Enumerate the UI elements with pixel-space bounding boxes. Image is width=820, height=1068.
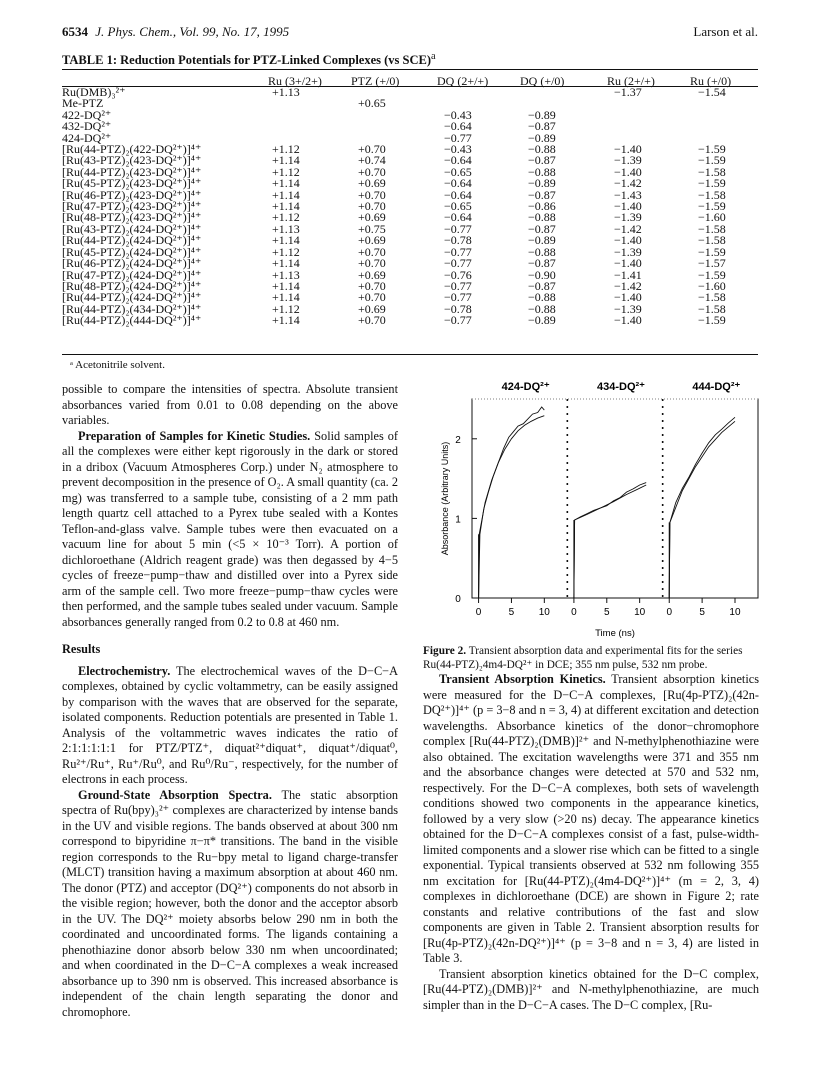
x-axis-label: Time (ns) [595,628,635,638]
paragraph-ground-state [62,788,398,1021]
potential-value: −1.40 [614,256,642,271]
potential-value: −0.87 [528,221,556,236]
potential-value [614,110,698,121]
potential-value: −1.59 [698,199,726,214]
right-column [423,672,759,1013]
potential-value: −1.57 [698,256,726,271]
potential-value: −0.65 [444,199,472,214]
table-row [62,121,758,132]
potential-value: −0.65 [444,164,472,179]
potential-value: −1.59 [698,313,726,328]
potential-value: −0.77 [444,221,472,236]
data-trace [479,407,545,598]
potential-value: −1.40 [614,199,642,214]
potential-value: +1.12 [272,210,300,225]
table-title [62,51,436,68]
data-trace [669,417,735,598]
potential-value: +0.70 [358,244,386,259]
y-axis-label: Absorbance (Arbitrary Units) [440,441,450,556]
potential-value: −0.77 [444,313,472,328]
panel-label: 444-DQ²⁺ [692,381,741,393]
potential-value: −1.58 [698,233,726,248]
compound-name: Me-PTZ [62,96,104,111]
potential-value [528,87,614,98]
potential-value: +0.70 [358,142,386,157]
potential-value [358,121,444,132]
potential-value: −1.58 [698,290,726,305]
potential-value: +1.12 [272,164,300,179]
potential-value: +1.13 [272,267,300,282]
y-tick-label: 0 [455,594,461,605]
table-bottom-rule [62,354,758,355]
y-tick-label: 2 [455,434,461,446]
transient-absorption-chart [420,376,765,638]
potential-value: −1.39 [614,301,642,316]
potential-value: −1.59 [698,267,726,282]
potential-value: +0.69 [358,210,386,225]
potential-value: +1.14 [272,290,300,305]
paragraph-transient-kinetics [423,672,759,967]
table-title-text: Reduction Potentials for PTZ-Linked Complexes (vs SCE) [120,53,432,68]
table-row [62,110,758,121]
potential-value: −0.76 [444,267,472,282]
left-column [62,382,398,1020]
potential-value [358,110,444,121]
potential-value: −1.60 [698,278,726,293]
potential-value [614,121,698,132]
x-tick-label: 10 [634,607,646,618]
potential-value: −1.54 [698,85,726,99]
potential-value: −0.87 [528,153,556,168]
potential-value [614,98,698,109]
potential-value: +0.69 [358,301,386,316]
compound-name: [Ru(44-PTZ)₂(422-DQ²⁺)]⁴⁺ [62,142,202,157]
panel-label: 434-DQ²⁺ [597,381,645,393]
potential-value: −0.88 [528,301,556,316]
potential-value: −1.42 [614,221,642,236]
potential-value: −1.42 [614,176,642,191]
table-title-note: a [431,51,436,62]
potential-value: −0.64 [444,210,472,225]
compound-name: [Ru(46-PTZ)₂(424-DQ²⁺)]⁴⁺ [62,256,202,271]
potential-value: −0.88 [528,164,556,179]
potential-value: +0.70 [358,199,386,214]
paragraph-electrochemistry [62,664,398,788]
potential-value: −0.89 [528,130,556,145]
x-tick-label: 5 [508,607,515,618]
compound-name: 424-DQ²⁺ [62,130,112,145]
potential-value: −0.89 [528,107,556,122]
potential-value: −0.90 [528,267,556,282]
potential-value: −1.60 [698,210,726,225]
potential-value: −1.40 [614,313,642,328]
fit-curve [669,421,735,598]
potential-value: +1.13 [272,85,300,99]
paragraph-sample-prep [62,429,398,631]
plot-frame [472,399,758,598]
col-header-ru-32: Ru (3+/2+) [268,74,322,88]
potential-value: −0.43 [444,107,472,122]
x-tick-label: 0 [475,607,482,618]
running-head-authors: Larson et al. [693,24,758,39]
potential-value: +0.70 [358,313,386,328]
potential-value: +0.69 [358,233,386,248]
figure-caption-label: Figure 2. [423,645,467,657]
potential-value: +1.12 [272,142,300,157]
compound-name: [Ru(45-PTZ)₂(424-DQ²⁺)]⁴⁺ [62,244,202,259]
potential-value: +1.14 [272,153,300,168]
potential-value: −1.40 [614,290,642,305]
potential-value: +0.70 [358,164,386,179]
potential-value [698,98,758,109]
x-tick-label: 0 [666,607,673,618]
compound-name: [Ru(44-PTZ)₂(444-DQ²⁺)]⁴⁺ [62,313,202,328]
col-header-ptz: PTZ (+/0) [351,74,400,88]
potential-value [698,110,758,121]
potential-value: −0.64 [444,153,472,168]
potential-value: −0.87 [528,119,556,134]
table-row [62,98,758,109]
potential-value: −1.59 [698,153,726,168]
potential-value: −0.89 [528,233,556,248]
fit-curve [574,485,646,598]
compound-name: [Ru(43-PTZ)₂(423-DQ²⁺)]⁴⁺ [62,153,202,168]
potential-value: −1.59 [698,142,726,157]
potential-value: −1.39 [614,244,642,259]
compound-name: [Ru(45-PTZ)₂(423-DQ²⁺)]⁴⁺ [62,176,202,191]
potential-value: +0.65 [358,96,386,111]
potential-value: −0.43 [444,142,472,157]
potential-value [272,121,358,132]
panel-label: 424-DQ²⁺ [501,381,550,393]
potential-value: −1.37 [614,85,642,99]
results-heading: Results [62,642,101,656]
potential-value [272,98,358,109]
table-label: TABLE 1: [62,53,117,68]
potential-value: +1.14 [272,278,300,293]
compound-name: [Ru(44-PTZ)₂(434-DQ²⁺)]⁴⁺ [62,301,202,316]
compound-name: [Ru(47-PTZ)₂(423-DQ²⁺)]⁴⁺ [62,199,202,214]
potential-value: −1.39 [614,210,642,225]
potential-value: −1.40 [614,164,642,179]
potential-value: −0.64 [444,187,472,202]
running-head [62,24,758,42]
potential-value: −0.64 [444,176,472,191]
col-header-dq-10: DQ (+/0) [520,74,565,88]
x-tick-label: 5 [699,607,705,618]
x-tick-label: 5 [604,607,610,618]
electrochemistry-text: The electrochemical waves of the D−C−A complexes, obtained by cyclic voltammetry, can be easily assigned by comparison with the waves that are observed for the separate, isolated components. Reduction potentials are presented in Table 1. Analysis of the voltammetric waves indicates the ratio of 2:1:1:1:1:1 for PTZ/PTZ⁺, diquat²⁺diquat⁺, diquat⁺/diquat⁰, Ru²⁺/Ru⁺, Ru⁺/Ru⁰, and Ru⁰/Ru⁻, respectively, for the number of electrons in each process. [62,663,398,786]
potential-value: −0.86 [528,199,556,214]
journal-citation: J. Phys. Chem., Vol. 99, No. 17, 1995 [95,24,290,39]
potential-value: −1.41 [614,267,642,282]
sample-prep-title: Preparation of Samples for Kinetic Studies. [78,428,311,443]
potential-value: −1.39 [614,153,642,168]
potential-value: −0.88 [528,244,556,259]
ground-state-title: Ground-State Absorption Spectra. [78,787,272,802]
table-row [62,315,758,326]
potential-value: −0.77 [444,278,472,293]
potential-value: +0.69 [358,176,386,191]
table-footnote: ᵃ Acetonitrile solvent. [70,359,165,371]
reduction-potentials-table [62,87,758,327]
potential-value: +0.70 [358,256,386,271]
compound-name: [Ru(48-PTZ)₂(424-DQ²⁺)]⁴⁺ [62,278,202,293]
table-top-rule [62,69,758,70]
potential-value: +0.74 [358,153,386,168]
potential-value: −1.58 [698,187,726,202]
potential-value: −1.58 [698,164,726,179]
ground-state-text: The static absorption spectra of Ru(bpy)₃²⁺ complexes are characterized by intense bands in the UV and visible regions. The bands observed at about 300 nm correspond to bipyridine π−π* transitions. The band in the visible region corresponds to the Ru−bpy metal to ligand charge-transfer (MLCT) transition having a maximum absorption at about 460 nm. The donor (PTZ) and acceptor (DQ²⁺) components do not absorb in the visible region; however, both the donor and the acceptor absorb in the UV. The DQ²⁺ moiety absorbs below 290 nm in both the coordinated and uncoordinated forms. The ligands containing a phenothiazine donor absorb below 330 nm when uncoordinated; and when coordinated in the D−C−A complexes a weak increased absorbance up to 390 nm is observed. This increased absorbance is independent of the chain length separating the donor and chromophore. [62,787,398,1019]
potential-value: +0.70 [358,290,386,305]
col-header-ru-21: Ru (2+/+) [607,74,655,88]
potential-value [698,121,758,132]
compound-name: [Ru(48-PTZ)₂(423-DQ²⁺)]⁴⁺ [62,210,202,225]
potential-value: +0.69 [358,267,386,282]
compound-name: 422-DQ²⁺ [62,107,112,122]
potential-value: −1.40 [614,142,642,157]
potential-value: −1.43 [614,187,642,202]
potential-value: −0.78 [444,301,472,316]
potential-value [444,87,528,98]
y-tick-label: 1 [455,514,461,526]
compound-name: [Ru(44-PTZ)₂(423-DQ²⁺)]⁴⁺ [62,164,202,179]
potential-value: −1.40 [614,233,642,248]
compound-name: [Ru(46-PTZ)₂(423-DQ²⁺)]⁴⁺ [62,187,202,202]
potential-value: −0.77 [444,244,472,259]
potential-value: −0.87 [528,187,556,202]
potential-value: +1.12 [272,244,300,259]
potential-value: −0.87 [528,256,556,271]
potential-value: +1.12 [272,301,300,316]
potential-value: −0.78 [444,233,472,248]
potential-value: +0.70 [358,278,386,293]
col-header-ru-10: Ru (+/0) [690,74,732,88]
x-tick-label: 10 [729,607,741,618]
potential-value [272,110,358,121]
potential-value: +0.70 [358,187,386,202]
potential-value: −0.77 [444,256,472,271]
running-head-left [62,24,289,40]
col-header-dq-21: DQ (2+/+) [437,74,489,88]
figure-caption-text: Transient absorption data and experimental fits for the series Ru(44-PTZ)₂4m4-DQ²⁺ in DCE; 355 nm pulse, 532 nm probe. [423,645,743,671]
figure-2 [420,376,765,638]
table-body [62,87,758,327]
table-row [62,87,758,98]
compound-name: [Ru(43-PTZ)₂(424-DQ²⁺)]⁴⁺ [62,221,202,236]
compound-name: 432-DQ²⁺ [62,119,112,134]
potential-value: −0.64 [444,119,472,134]
potential-value: −1.59 [698,176,726,191]
paragraph-dc-complex: Transient absorption kinetics obtained for the D−C complex, [Ru(44-PTZ)₂(DMB)]²⁺ and N-methylphenothiazine, are much simpler than in the D−C−A cases. The D−C complex, [Ru- [423,966,759,1012]
potential-value: +1.14 [272,176,300,191]
potential-value: +1.14 [272,187,300,202]
potential-value: −1.59 [698,244,726,259]
transient-kinetics-title: Transient Absorption Kinetics. [439,672,606,686]
potential-value: +1.14 [272,313,300,328]
potential-value: −1.58 [698,221,726,236]
potential-value: −1.58 [698,301,726,316]
potential-value: −0.77 [444,130,472,145]
figure-caption [423,645,759,672]
potential-value: +1.14 [272,233,300,248]
fit-curve [479,416,545,598]
compound-name: [Ru(47-PTZ)₂(424-DQ²⁺)]⁴⁺ [62,267,202,282]
potential-value: +1.14 [272,256,300,271]
potential-value: −0.87 [528,278,556,293]
potential-value: −0.77 [444,290,472,305]
compound-name: [Ru(44-PTZ)₂(424-DQ²⁺)]⁴⁺ [62,290,202,305]
x-tick-label: 0 [571,607,577,618]
potential-value: +0.75 [358,221,386,236]
potential-value: −0.88 [528,210,556,225]
data-trace [574,483,646,598]
x-tick-label: 10 [538,607,550,618]
potential-value: +1.14 [272,199,300,214]
compound-name: [Ru(44-PTZ)₂(424-DQ²⁺)]⁴⁺ [62,233,202,248]
potential-value: −0.88 [528,142,556,157]
page-number: 6534 [62,24,88,39]
paragraph-continued: possible to compare the intensities of spectra. Absolute transient absorbances varied from 0.01 to 0.08 depending on the above variables. [62,382,398,427]
electrochemistry-title: Electrochemistry. [78,663,171,678]
compound-name: Ru(DMB)₃²⁺ [62,85,126,99]
potential-value: −0.89 [528,313,556,328]
potential-value: +1.13 [272,221,300,236]
potential-value: −0.89 [528,176,556,191]
sample-prep-text: Solid samples of all the complexes were either kept rigorously in the dark or stored in a dribox (Vacuum Atmospheres Corp.) under N₂ atmosphere to prevent decomposition in the presence of O₂. A small quantity (ca. 2 mg) was transferred to a sample tube, consisting of a 2 mm path length quartz cell attached to a Pyrex tube sealed with a Kontes Teflon-and-glass valve. Sample tubes were then evacuated on a vacuum line for about 5 min (<5 × 10⁻³ Torr). A portion of dichloroethane (Aldrich reagent grade) was then degassed by 4−5 cycles of freeze−pump−thaw and distilled over into a Pyrex side arm of the sample cell. Two more freeze−pump−thaw cycles were then performed, and the sample tubes sealed under vacuum. Sample absorbances generally ranged from 0.2 to 0.8 at 460 nm. [62,428,399,629]
potential-value: −0.88 [528,290,556,305]
transient-kinetics-text: Transient absorption kinetics were measured for the D−C−A complexes, [Ru(4p-PTZ)₂(42n-DQ²⁺)]⁴⁺ (p = 3−8 and n = 3, 4) at different excitation and detection wavelengths. Absorbance kinetics of the donor−chromophore complex [Ru(44-PTZ)₂(DMB)]²⁺ and N-methylphenothiazine were also obtained. The excitation wavelengths were 371 and 355 nm and the absorbance changes were detected at 570 and 532 nm, respectively. For the D−C−A complexes, both sets of wavelength conditions showed two components in the appearance kinetics, followed by a very slow (>20 ns) decay. The appearance kinetics obtained for the D−C−A complexes consist of a fast, pulse-width-limited components and a slower rise which can be fitted to a single exponential. Typical transients observed at 532 nm following 355 nm excitation for [Ru(44-PTZ)₂(4m4-DQ²⁺)]⁴⁺ (m = 2, 3, 4) complexes in dichloroethane (DCE) are shown in Figure 2; rate constants and relative contributions of the fast and slow components are given in Table 2. Transient absorption results for [Ru(4p-PTZ)₂(42n-DQ²⁺)]⁴⁺ (p = 3−8 and n = 3, 4) are listed in Table 3. [423,672,759,965]
potential-value: −1.42 [614,278,642,293]
